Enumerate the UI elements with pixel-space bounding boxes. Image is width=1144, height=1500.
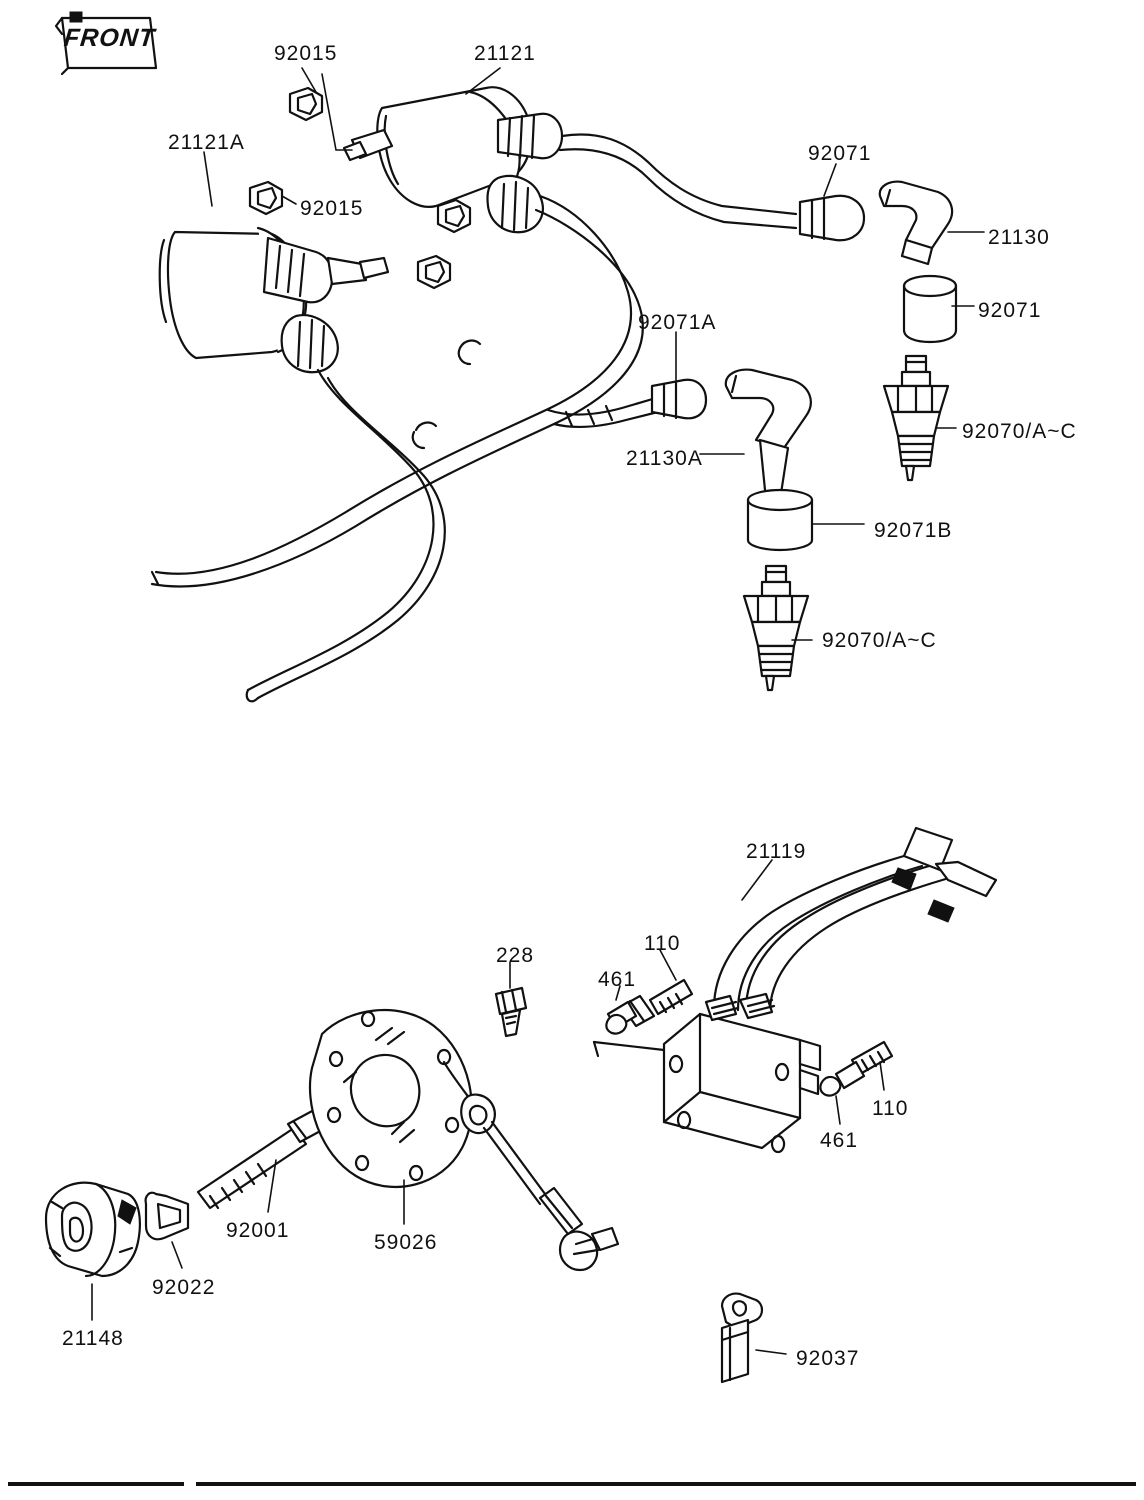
clamp-92037 <box>722 1294 762 1382</box>
plug-cap-21130 <box>800 182 952 264</box>
screw-228 <box>496 988 526 1036</box>
part-label-21121: 21121 <box>474 42 536 65</box>
part-label-21130a: 21130A <box>626 447 703 470</box>
part-label-92001: 92001 <box>226 1219 290 1242</box>
part-label-92022: 92022 <box>152 1276 216 1299</box>
part-label-21148: 21148 <box>62 1327 124 1350</box>
spark-plug-lower <box>744 566 808 690</box>
part-label-92071: 92071 <box>978 299 1042 322</box>
part-label-110: 110 <box>644 932 681 955</box>
part-label-92071a: 92071A <box>638 311 717 334</box>
part-label-92070-a-c: 92070/A~C <box>822 629 937 652</box>
part-label-461: 461 <box>820 1129 859 1152</box>
footer-bar-left <box>8 1482 184 1486</box>
spark-plug-upper <box>884 356 948 480</box>
part-label-92071b: 92071B <box>874 519 953 542</box>
footer-bar-right <box>196 1482 1136 1486</box>
part-label-92015: 92015 <box>300 197 364 220</box>
front-tag-label: FRONT <box>62 24 157 52</box>
part-label-59026: 59026 <box>374 1231 438 1254</box>
part-label-92071: 92071 <box>808 142 872 165</box>
contact-breaker-assembly <box>46 1010 618 1276</box>
part-label-21130: 21130 <box>988 226 1050 249</box>
spark-plug-cables <box>152 134 796 701</box>
part-label-92015: 92015 <box>274 42 338 65</box>
plug-cap-ring-92071 <box>904 276 956 342</box>
part-label-110: 110 <box>872 1097 909 1120</box>
cap-92071a <box>652 380 706 419</box>
part-label-228: 228 <box>496 944 535 967</box>
cap-21130a <box>726 370 812 550</box>
coil-assembly-21119 <box>594 828 996 1152</box>
part-label-21119: 21119 <box>746 840 807 863</box>
front-tag <box>52 10 156 72</box>
part-label-461: 461 <box>598 968 637 991</box>
part-label-92070-a-c: 92070/A~C <box>962 420 1077 443</box>
part-label-92037: 92037 <box>796 1347 860 1370</box>
part-label-21121a: 21121A <box>168 131 245 154</box>
